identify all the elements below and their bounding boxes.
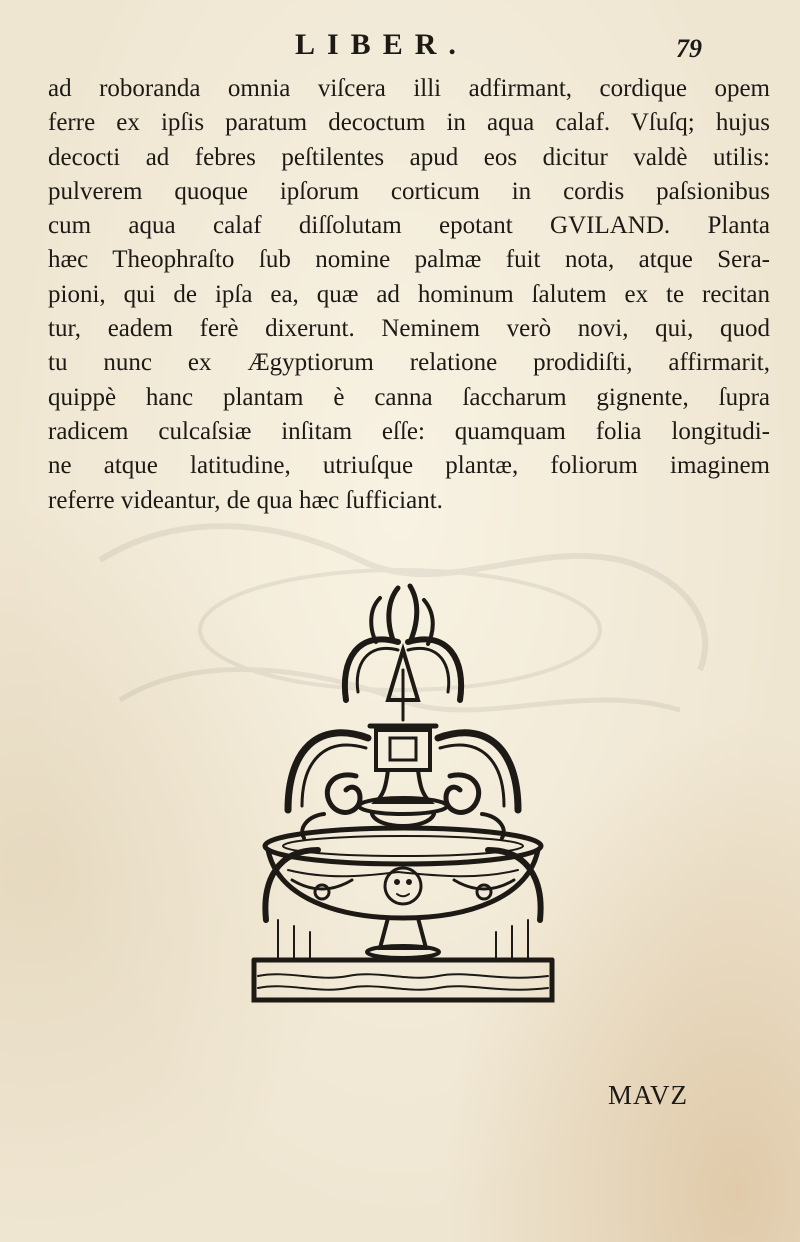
text-line: hæc Theophraſto ſub nomine palmæ fuit nota, atque Sera- — [48, 246, 770, 274]
body-text — [48, 72, 770, 518]
text-line: ferre ex ipſis paratum decoctum in aqua calaf. Vſuſq; hujus — [48, 109, 770, 137]
page-number: 79 — [676, 34, 702, 63]
text-line: referre videantur, de qua hæc ſufficiant. — [48, 486, 443, 514]
text-line: decocti ad febres peſtilentes apud eos dicitur valdè utilis: — [48, 143, 770, 171]
text-line: tu nunc ex Ægyptiorum relatione prodidiſti, affirmarit, — [48, 349, 770, 377]
text-line: quippè hanc plantam è canna ſaccharum gignente, ſupra — [48, 383, 770, 411]
text-line: radicem culcaſsiæ inſitam eſſe: quamquam folia longitudi- — [48, 417, 770, 445]
running-head — [0, 24, 800, 64]
fountain-woodcut-illustration — [248, 580, 558, 1012]
text-line: tur, eadem ferè dixerunt. Neminem verò novi, qui, quod — [48, 315, 770, 343]
running-title: LIBER. — [295, 28, 468, 61]
text-line: pulverem quoque ipſorum corticum in cordis paſsionibus — [48, 177, 770, 205]
text-line: cum aqua calaf diſſolutam epotant GVILAND. Planta — [48, 212, 770, 240]
text-line: pioni, qui de ipſa ea, quæ ad hominum ſalutem ex te recitan — [48, 280, 770, 308]
catchword: MAVZ — [608, 1080, 689, 1110]
text-line: ad roboranda omnia viſcera illi adfirmant, cordique opem — [48, 75, 770, 102]
text-line: ne atque latitudine, utriuſque plantæ, foliorum imaginem — [48, 452, 770, 480]
